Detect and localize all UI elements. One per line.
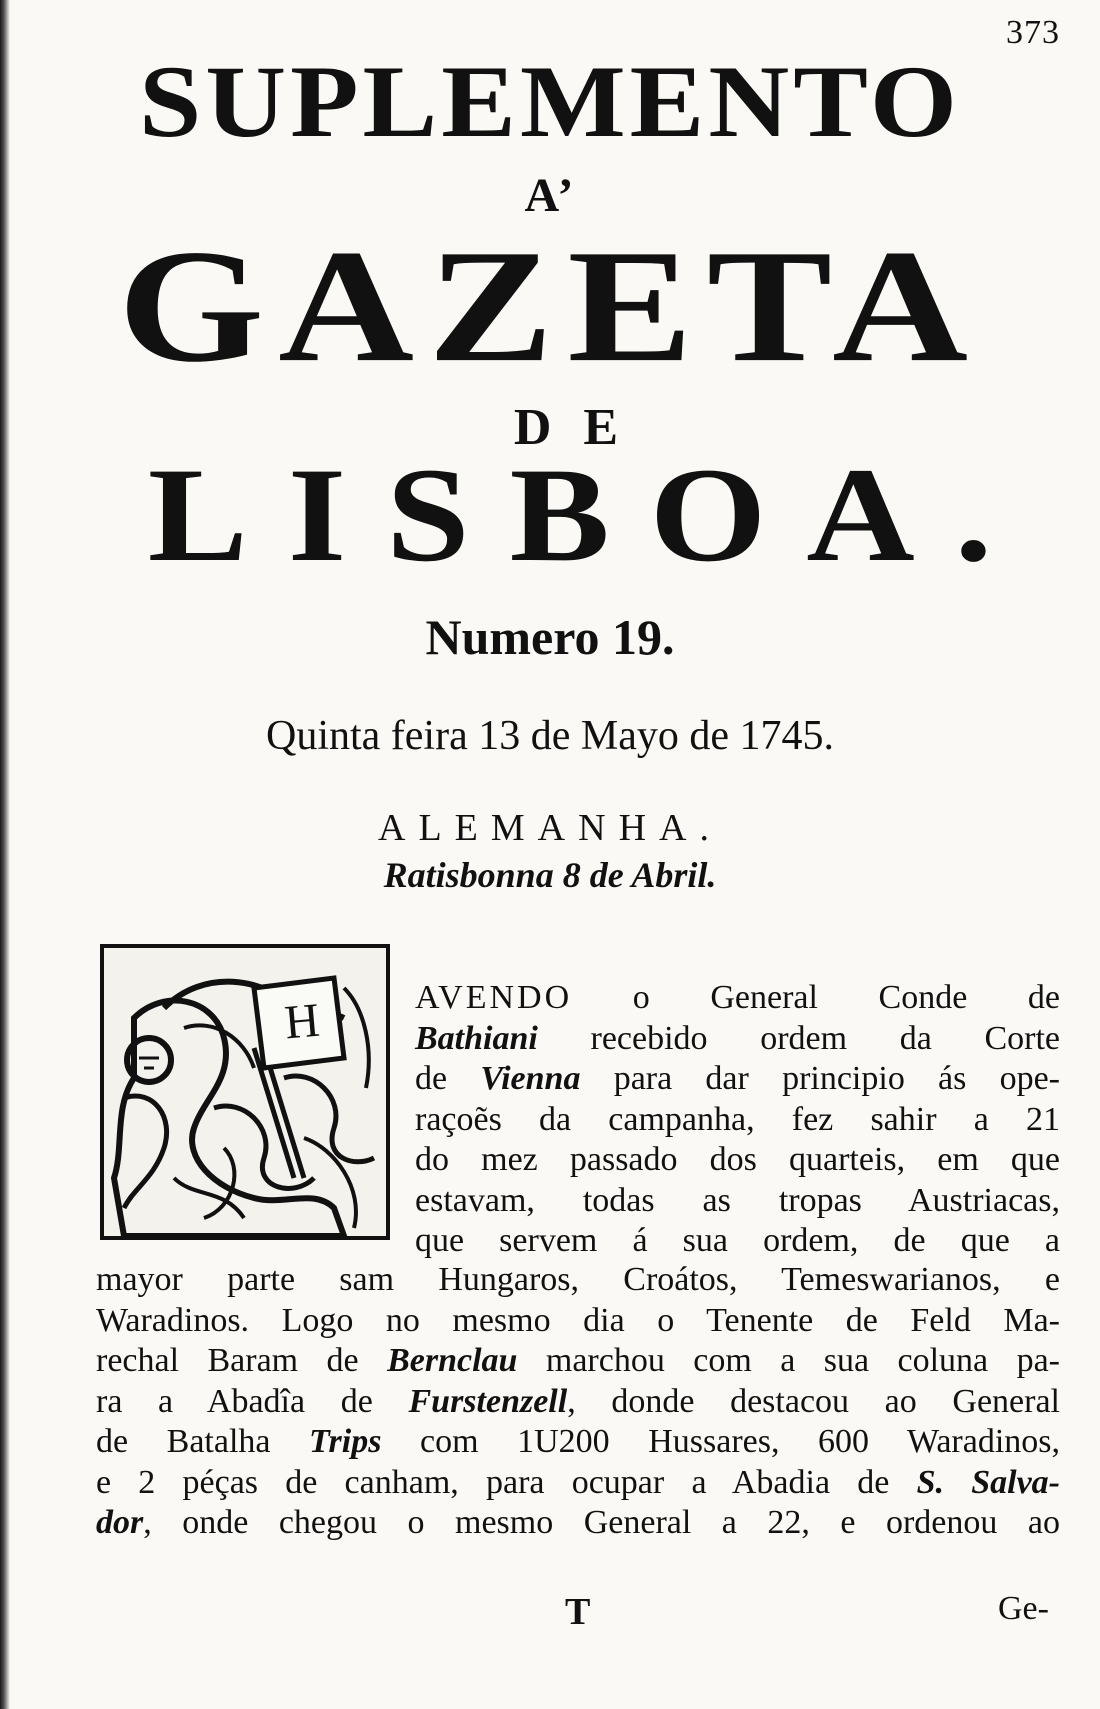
text-line: mayor parte sam Hungaros, Croátos, Temeswarianos, e — [96, 1261, 1060, 1298]
article-text-right-column — [415, 978, 1060, 1262]
text-line: raçoẽs da campanha, fez sahir a 21 — [415, 1100, 1060, 1138]
article-text-full-width — [96, 1260, 1060, 1544]
text-line: dor, onde chegou o mesmo General a 22, e ordenou ao — [96, 1504, 1060, 1541]
dateline: Ratisbonna 8 de Abril. — [383, 855, 717, 895]
text-line: Waradinos. Logo no mesmo dia o Tenente de Feld Ma- — [96, 1301, 1060, 1339]
catchword: Ge- — [998, 1590, 1049, 1627]
issue-date: Quinta feira 13 de Mayo de 1745. — [265, 713, 834, 759]
text-line: ra a Abadîa de Furstenzell, donde destacou ao General — [96, 1382, 1060, 1420]
masthead-a: A’ — [524, 169, 576, 222]
masthead-lisboa: LISBOA. — [147, 440, 1033, 590]
text-line: de Vienna para dar principio ás ope- — [415, 1060, 1060, 1097]
masthead-suplemento: SUPLEMENTO — [138, 45, 962, 160]
woodcut-ornament-icon — [104, 948, 386, 1236]
text-line: AVENDO o General Conde de — [415, 979, 1060, 1016]
signature-mark: T — [565, 1591, 591, 1633]
masthead-de: DE — [513, 399, 651, 456]
section-heading: ALEMANHA. — [378, 807, 722, 849]
text-line: que servem á sua ordem, de que a — [415, 1222, 1060, 1259]
page-number: 373 — [1006, 14, 1060, 51]
initial-letter: H — [282, 993, 322, 1050]
text-line: Bathiani recebido ordem da Corte — [415, 1019, 1060, 1057]
decorated-initial — [100, 944, 390, 1240]
text-line: de Batalha Trips com 1U200 Hussares, 600 Waradinos, — [96, 1423, 1061, 1460]
masthead-gazeta: GAZETA — [118, 215, 982, 396]
text-line: e 2 péças de canham, para ocupar a Abadia de S. Salva- — [96, 1463, 1060, 1501]
text-line: estavam, todas as tropas Austriacas, — [415, 1181, 1060, 1219]
text-line: rechal Baram de Bernclau marchou com a sua coluna pa- — [96, 1342, 1060, 1379]
issue-number: Numero 19. — [425, 609, 675, 665]
text-line: do mez passado dos quarteis, em que — [415, 1141, 1060, 1178]
